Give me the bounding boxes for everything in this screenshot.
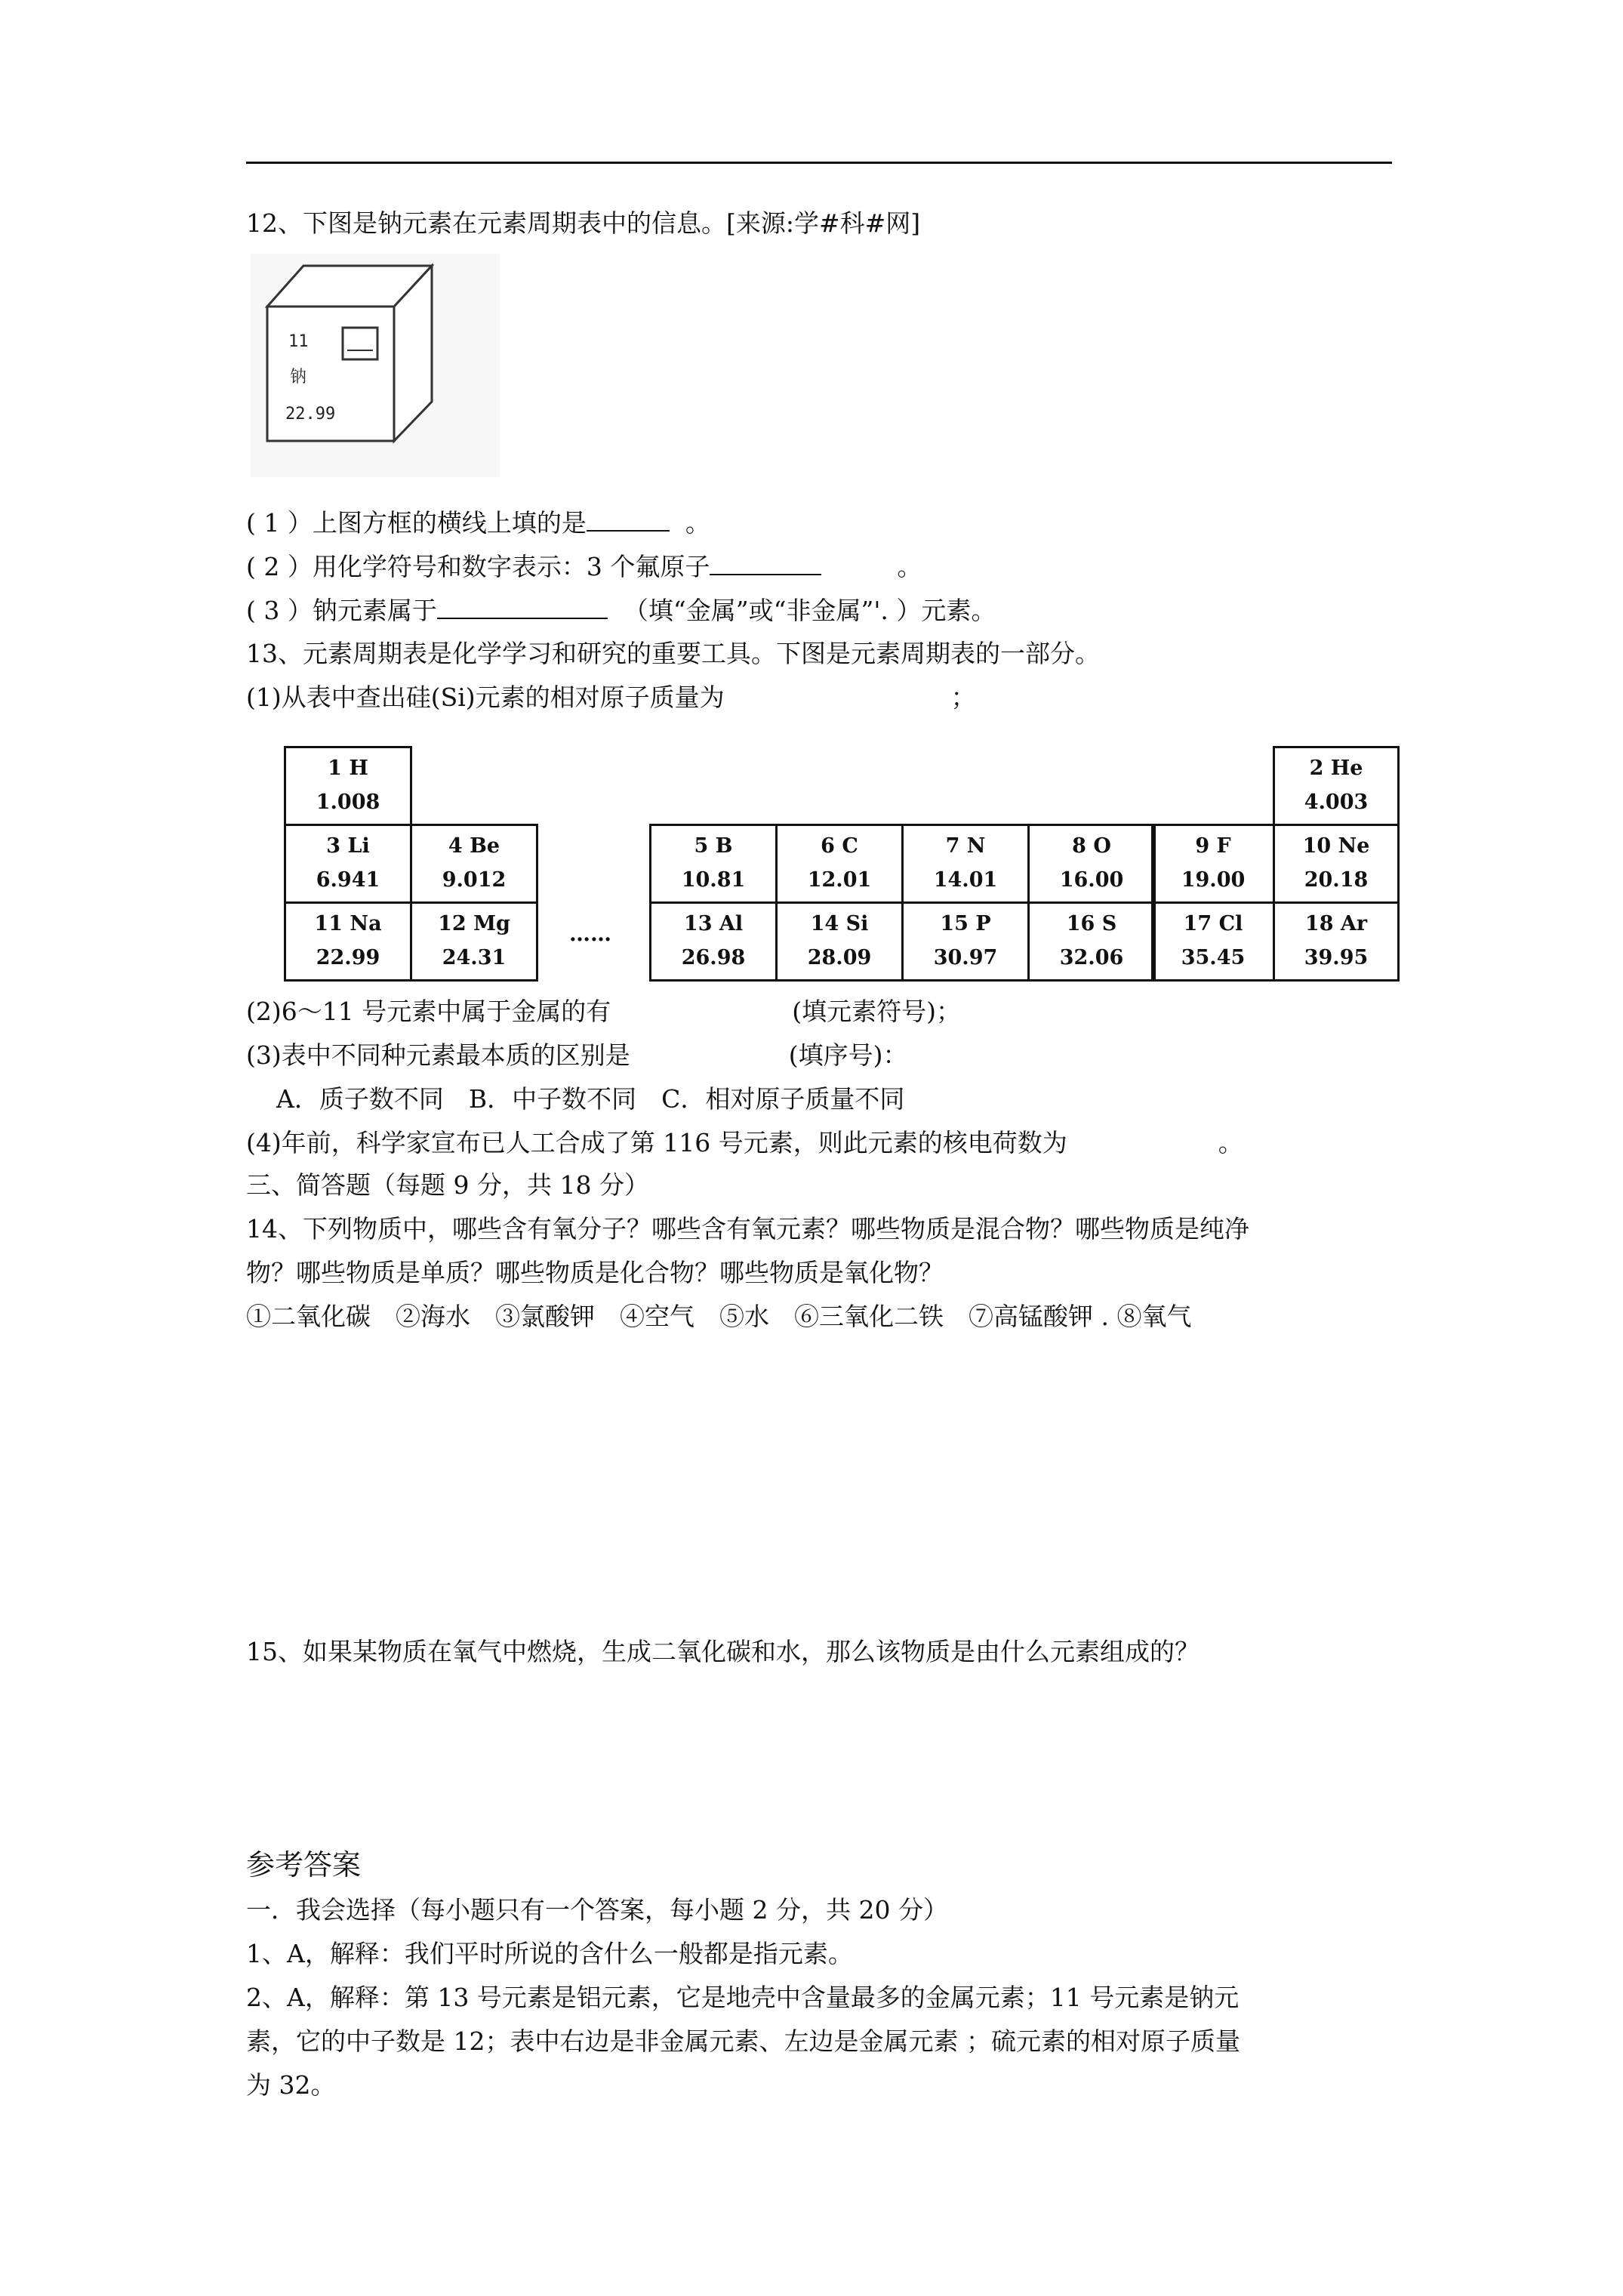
answer-2-line3: 为 32。 (246, 2070, 336, 2100)
cell-N (901, 824, 1030, 904)
cell-Ar (1273, 901, 1400, 982)
answer-blank[interactable] (587, 506, 670, 532)
cell-mass: 10.81 (681, 868, 746, 892)
answer-2-line1: 2、A，解释：第 13 号元素是铝元素，它是地壳中含量最多的金属元素；11 号元素是钠元 (246, 1983, 1240, 2012)
cell-P (901, 901, 1030, 982)
cell-Li (284, 824, 412, 904)
cell-mass: 16.00 (1059, 868, 1124, 892)
answer-1: 1、A，解释：我们平时所说的含什么一般都是指元素。 (246, 1939, 853, 1968)
q12-sub2 (246, 550, 922, 584)
cell-Ne (1273, 824, 1400, 904)
cell-symbol: 5 B (694, 834, 733, 858)
cell-symbol: 3 Li (326, 834, 370, 858)
cell-symbol: 16 S (1066, 912, 1117, 935)
cell-mass: 35.45 (1181, 946, 1246, 969)
q13-sub4-tail: 。 (1218, 1128, 1243, 1157)
cell-S (1027, 901, 1156, 982)
cell-symbol: 12 Mg (438, 912, 510, 935)
q12-sub1-text: ( 1 ）上图方框的横线上填的是 (246, 508, 587, 538)
cell-B (649, 824, 778, 904)
cell-mass: 12.01 (807, 868, 872, 892)
cell-mass: 32.06 (1059, 946, 1124, 969)
table-ellipsis: …… (569, 921, 611, 946)
q13-sub3-tail: (填序号)： (788, 1040, 908, 1070)
q14-line1: 14、下列物质中，哪些含有氧分子？哪些含有氧元素？哪些物质是混合物？哪些物质是纯净 (246, 1214, 1249, 1244)
cell-H (284, 746, 412, 826)
cell-mass: 20.18 (1304, 868, 1369, 892)
cell-symbol: 15 P (940, 912, 991, 935)
cube-drawing (251, 254, 500, 477)
cell-mass: 14.01 (933, 868, 998, 892)
cell-symbol: 9 F (1195, 834, 1231, 858)
cell-symbol: 7 N (945, 834, 986, 858)
cell-O (1027, 824, 1156, 904)
q13-sub3-text: (3)表中不同种元素最本质的区别是 (246, 1040, 630, 1070)
cell-symbol: 6 C (821, 834, 858, 858)
cell-Cl (1151, 901, 1275, 982)
periodic-table-excerpt (284, 746, 1400, 985)
element-mass: 22.99 (285, 405, 336, 424)
cell-Be (410, 824, 538, 904)
cell-symbol: 4 Be (448, 834, 500, 858)
answers-section1: 一．我会选择（每小题只有一个答案，每小题 2 分，共 20 分） (246, 1895, 948, 1925)
q14-items: ①二氧化碳 ②海水 ③氯酸钾 ④空气 ⑤水 ⑥三氧化二铁 ⑦高锰酸钾 . ⑧氧气 (246, 1302, 1192, 1331)
q12-sub2-text: ( 2 ）用化学符号和数字表示：3 个氟原子 (246, 552, 710, 581)
q13-sub1-text: (1)从表中查出硅(Si)元素的相对原子质量为 (246, 683, 725, 712)
cell-F (1151, 824, 1275, 904)
cell-mass: 39.95 (1304, 946, 1369, 969)
answer-2-line2: 素，它的中子数是 12；表中右边是非金属元素、左边是金属元素 ；硫元素的相对原子质量 (246, 2026, 1240, 2056)
cell-mass: 30.97 (933, 946, 998, 969)
answer-blank[interactable] (437, 593, 608, 619)
cell-mass: 24.31 (442, 946, 507, 969)
cell-mass: 22.99 (316, 946, 380, 969)
q13-title: 13、元素周期表是化学学习和研究的重要工具。下图是元素周期表的一部分。 (246, 639, 1100, 668)
q13-sub1 (246, 681, 976, 714)
cell-symbol: 1 H (328, 757, 368, 780)
sodium-element-cube (251, 254, 500, 477)
q12-sub3-text: ( 3 ）钠元素属于 (246, 596, 437, 625)
cell-mass: 1.008 (316, 791, 380, 814)
cell-mass: 26.98 (681, 946, 746, 969)
cell-symbol: 2 He (1309, 757, 1363, 780)
element-number: 11 (288, 332, 309, 351)
cell-Na (284, 901, 412, 982)
q13-sub3 (246, 1039, 908, 1072)
cell-He (1273, 746, 1400, 826)
q12-sub2-tail: 。 (897, 552, 922, 581)
q13-sub2-text: (2)6～11 号元素中属于金属的有 (246, 997, 611, 1026)
q13-sub4-text: (4)年前，科学家宣布已人工合成了第 116 号元素，则此元素的核电荷数为 (246, 1128, 1067, 1157)
cell-symbol: 11 Na (314, 912, 382, 935)
cell-symbol: 18 Ar (1304, 912, 1368, 935)
q14-line2: 物？哪些物质是单质？哪些物质是化合物？哪些物质是氧化物？ (246, 1258, 944, 1287)
cell-Mg (410, 901, 538, 982)
cell-mass: 28.09 (807, 946, 872, 969)
q15: 15、如果某物质在氧气中燃烧，生成二氧化碳和水，那么该物质是由什么元素组成的？ (246, 1637, 1200, 1666)
cell-mass: 9.012 (442, 868, 507, 892)
q13-sub1-tail: ； (950, 683, 976, 712)
q12-sub1-tail: 。 (685, 508, 710, 538)
cell-symbol: 17 Cl (1183, 912, 1243, 935)
cell-mass: 19.00 (1181, 868, 1246, 892)
cell-Al (649, 901, 778, 982)
cell-symbol: 10 Ne (1302, 834, 1370, 858)
q12-sub1 (246, 506, 710, 540)
answer-blank[interactable] (710, 550, 821, 575)
q12-sub3-tail: （填“金属”或“非金属”'. ）元素。 (623, 596, 996, 625)
cell-symbol: 8 O (1072, 834, 1111, 858)
q13-sub2-tail: (填元素符号)； (792, 997, 961, 1026)
cell-C (775, 824, 904, 904)
q12-sub3 (246, 593, 996, 627)
cell-symbol: 13 Al (683, 912, 744, 935)
cell-Si (775, 901, 904, 982)
answers-title: 参考答案 (246, 1848, 362, 1881)
header-rule (246, 162, 1392, 164)
q13-sub2 (246, 995, 961, 1028)
section3-title: 三、简答题（每题 9 分，共 18 分） (246, 1170, 649, 1200)
cell-mass: 4.003 (1304, 791, 1369, 814)
cell-symbol: 14 Si (810, 912, 869, 935)
q12-title: 12、下图是钠元素在元素周期表中的信息。[来源:学#科#网] (246, 208, 921, 238)
q13-options: A．质子数不同 B．中子数不同 C．相对原子质量不同 (276, 1084, 905, 1114)
q13-sub4 (246, 1126, 1243, 1160)
cell-mass: 6.941 (316, 868, 380, 892)
element-name: 钠 (290, 368, 307, 387)
